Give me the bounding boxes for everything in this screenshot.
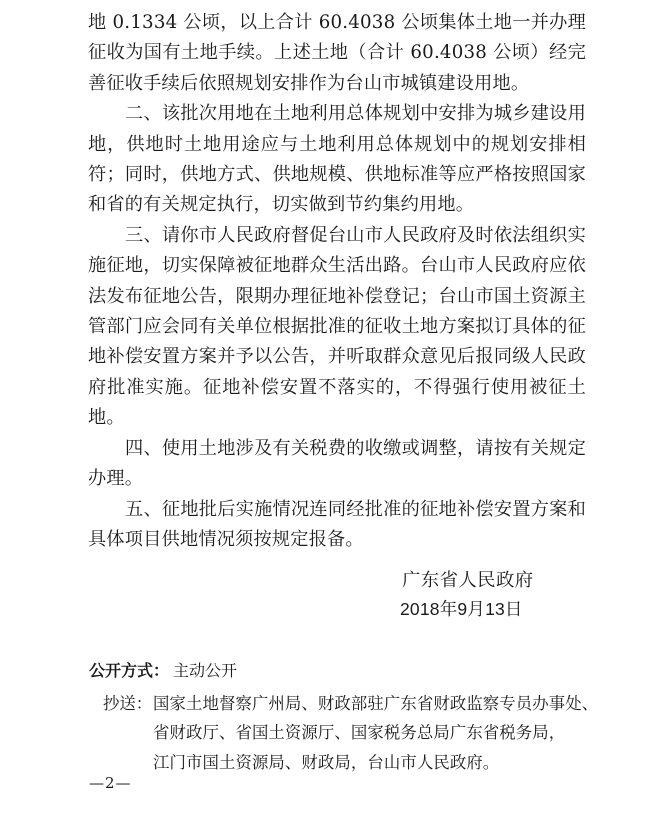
issuing-organization: 广东省人民政府	[402, 570, 534, 591]
cc-line: 国家土地督察广州局、财政部驻广东省财政监察专员办事处、	[153, 694, 599, 713]
issue-date: 2018年9月13日	[400, 599, 523, 619]
cc-line: 省财政厅、省国土资源厅、国家税务总局广东省税务局，	[153, 723, 566, 743]
paragraph-item-2: 二、该批次用地在土地利用总体规划中安排为城乡建设用地，供地时土地用途应与土地利用总体规划中的规划安排相符；同时，供地方式、供地规模、供地标准等应严格按照国家和省的有关规定执行，切实做到节约集约用地。	[88, 103, 586, 216]
disclosure-label: 公开方式：	[89, 661, 170, 680]
cc-line: 江门市国土资源局、财政局，台山市人民政府。	[153, 752, 500, 772]
document-body	[88, 8, 586, 555]
paragraph-continuation: 地 0.1334 公顷，以上合计 60.4038 公顷集体土地一并办理征收为国有土地手续。上述土地（合计 60.4038 公顷）经完善征收手续后依照规划安排作为台山市城镇建设用地。	[88, 12, 586, 94]
cc-recipients	[103, 689, 603, 777]
paragraph-item-5: 五、征地批后实施情况连同经批准的征地补偿安置方案和具体项目供地情况须按规定报备。	[88, 498, 586, 550]
cc-label: 抄送：	[103, 694, 153, 713]
paragraph-item-3: 三、请你市人民政府督促台山市人民政府及时依法组织实施征地，切实保障被征地群众生活出路。台山市人民政府应依法发布征地公告，限期办理征地补偿登记；台山市国土资源主管部门应会同有关单位根据批准的征收土地方案拟订具体的征地补偿安置方案并予以公告，并听取群众意见后报同级人民政府批准实施。征地补偿安置不落实的，不得强行使用被征土地。	[88, 224, 586, 429]
disclosure-value: 主动公开	[173, 661, 238, 680]
page-number: —2—	[89, 774, 132, 792]
disclosure-method	[89, 659, 237, 683]
paragraph-item-4: 四、使用土地涉及有关税费的收缴或调整，请按有关规定办理。	[88, 437, 586, 490]
signature-block	[400, 567, 570, 623]
cc-recipient-list	[153, 689, 603, 777]
